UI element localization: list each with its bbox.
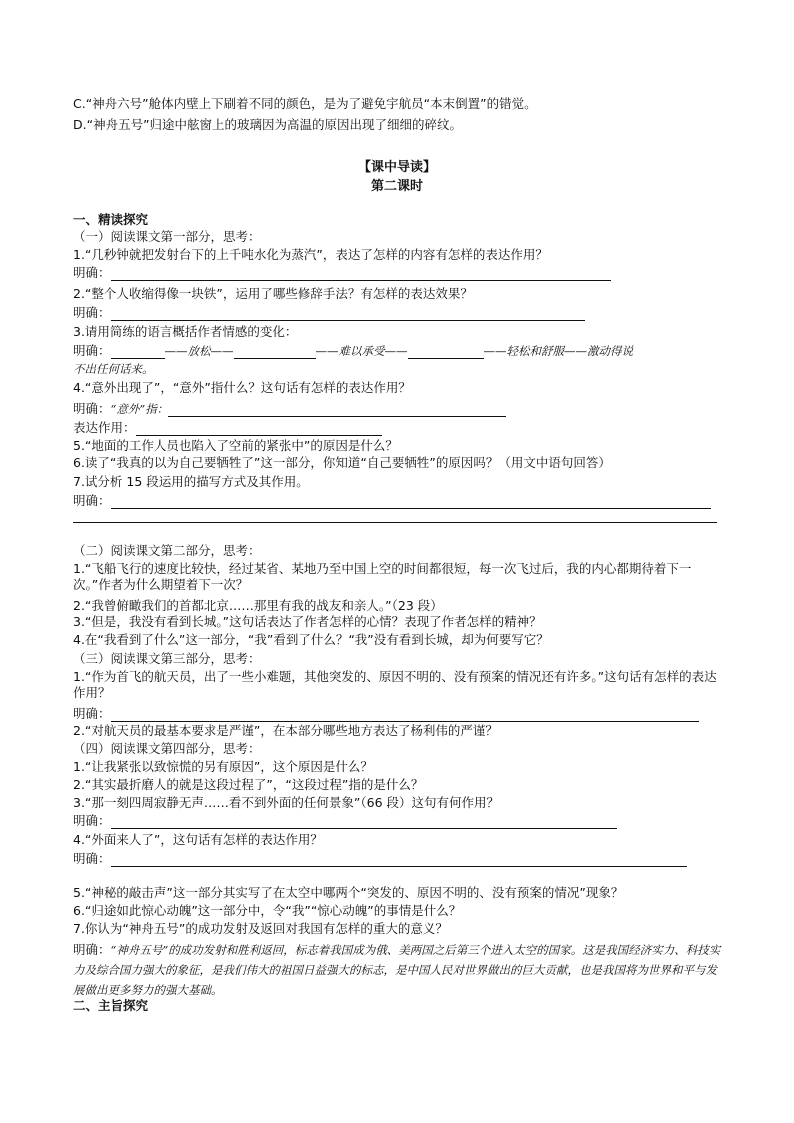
answer-blank[interactable] (111, 853, 687, 867)
answer-label: 明确： (73, 706, 111, 721)
question-4-4: 4.“外面来人了”，这句话有怎样的表达作用？ (73, 832, 323, 847)
answer-line-1-2 (73, 305, 585, 321)
answer-label: 明确： (73, 851, 111, 866)
handwritten-step: ——轻松和舒服——激动得说 (483, 344, 634, 358)
answer-4-7 (73, 940, 721, 1000)
question-3-2: 2.“对航天员的最基本要求是严谨”，在本部分哪些地方表达了杨利伟的严谨？ (73, 723, 498, 738)
answer-label: 明确： (73, 401, 111, 416)
answer-line-1-4b (73, 420, 382, 436)
question-2-4: 4.在“我看到了什么”这一部分，“我”看到了什么？“我”没有看到长城，却为何要写它？ (73, 632, 549, 647)
answer-label: 明确： (73, 265, 111, 280)
answer-blank[interactable] (111, 815, 617, 829)
answer-label: 明确： (73, 942, 111, 957)
question-1-3: 3.请用简练的语言概括作者情感的变化： (73, 324, 298, 339)
answer-prefix: “意外”指： (110, 402, 169, 416)
question-4-3: 3.“那一刻四周寂静无声……看不到外面的任何景象”（66 段）这句有何作用？ (73, 795, 500, 810)
handwritten-step: ——难以承受—— (315, 344, 408, 358)
answer-blank[interactable] (234, 345, 316, 359)
handwritten-step: ——放松—— (164, 344, 234, 358)
answer-line-4-4 (73, 851, 687, 867)
answer-line-1-7 (73, 493, 711, 509)
answer-blank[interactable] (168, 403, 506, 417)
question-1-2: 2.“整个人收缩得像一块铁”，运用了哪些修辞手法？有怎样的表达效果？ (73, 286, 473, 301)
question-4-1: 1.“让我紧张以致惊慌的另有原因”，这个原因是什么？ (73, 759, 373, 774)
question-4-7: 7.你认为“神舟五号”的成功发射及返回对我国有怎样的重大的意义？ (73, 921, 448, 936)
option-c: C.“神舟六号”舱体内壁上下刷着不同的颜色，是为了避免宇航员“本末倒置”的错觉。 (73, 96, 537, 111)
answer-rule[interactable] (73, 522, 717, 523)
question-4-2: 2.“其实最折磨人的就是这段过程了”，“这段过程”指的是什么？ (73, 777, 424, 792)
question-1-6: 6.读了“我真的以为自己要牺牲了”这一部分，你知道“自己要牺牲”的原因吗？（用文中语句回答） (73, 455, 611, 470)
answer-line-3-1 (73, 706, 699, 722)
answer-line-1-3 (73, 343, 633, 359)
answer-label: 明确： (73, 493, 111, 508)
answer-blank[interactable] (111, 267, 611, 281)
question-1-5: 5.“地面的工作人员也陷入了空前的紧张中”的原因是什么？ (73, 438, 398, 453)
subsection-3: （三）阅读课文第三部分，思考： (73, 651, 261, 666)
answer-blank[interactable] (111, 495, 711, 509)
question-4-6: 6.“归途如此惊心动魄”这一部分中，令“我”“惊心动魄”的事情是什么？ (73, 903, 462, 918)
answer-blank[interactable] (111, 345, 165, 359)
section-heading: 【课中导读】 (357, 160, 436, 175)
answer-line-1-4a (73, 401, 506, 417)
answer-blank[interactable] (136, 422, 382, 436)
handwritten-continuation: 不出任何话来。 (73, 362, 154, 376)
answer-blank[interactable] (111, 307, 585, 321)
answer-label: 明确： (73, 343, 111, 358)
question-4-5: 5.“神秘的敲击声”这一部分其实写了在太空中哪两个“突发的、原因不明的、没有预案的情况”现象？ (73, 885, 624, 900)
answer-prefix: 表达作用： (73, 420, 136, 435)
answer-label: 明确： (73, 305, 111, 320)
option-d: D.“神舟五号”归途中舷窗上的玻璃因为高温的原因出现了细细的碎纹。 (73, 117, 463, 132)
answer-line-4-3 (73, 813, 617, 829)
answer-line-1-1 (73, 265, 611, 281)
subsection-2: （二）阅读课文第二部分，思考： (73, 543, 261, 558)
answer-blank[interactable] (408, 345, 484, 359)
question-2-1: 1.“飞船飞行的速度比较快，经过某省、某地乃至中国上空的时间都很短，每一次飞过后，我的内心都期待着下一次。”作者为什么期望着下一次？ (73, 561, 692, 592)
question-3-1: 1.“作为首飞的航天员，出了一些小难题，其他突发的、原因不明的、没有预案的情况还有许多。”这句话有怎样的表达作用？ (73, 669, 717, 700)
question-2-3: 3.“但是，我没有看到长城。”这句话表达了作者怎样的心情？表现了作者怎样的精神？ (73, 614, 542, 629)
part-title-theme: 二、主旨探究 (73, 998, 149, 1013)
part-title-reading: 一、精读探究 (73, 212, 149, 227)
subsection-4: （四）阅读课文第四部分，思考： (73, 741, 261, 756)
lesson-heading: 第二课时 (370, 179, 423, 194)
answer-label: 明确： (73, 813, 111, 828)
answer-blank[interactable] (111, 708, 699, 722)
handwritten-answer: “神舟五号”的成功发射和胜利返回，标志着我国成为俄、美两国之后第三个进入太空的国家。这是我国经济实力、科技实力及综合国力强大的象征，是我们伟大的祖国日益强大的标志，是中国人民对世界做出的巨大贡献，也是我国将为世界和平与发展做出更多努力的强大基础。 (73, 943, 721, 997)
question-1-1: 1.“几秒钟就把发射台下的上千吨水化为蒸汽”，表达了怎样的内容有怎样的表达作用？ (73, 247, 548, 262)
question-1-4: 4.“意外出现了”，“意外”指什么？这句话有怎样的表达作用？ (73, 380, 411, 395)
question-1-7: 7.试分析 15 段运用的描写方式及其作用。 (73, 474, 309, 489)
question-2-2: 2.“我曾俯瞰我们的首都北京……那里有我的战友和亲人。”（23 段） (73, 598, 443, 613)
subsection-1: （一）阅读课文第一部分，思考： (73, 229, 261, 244)
